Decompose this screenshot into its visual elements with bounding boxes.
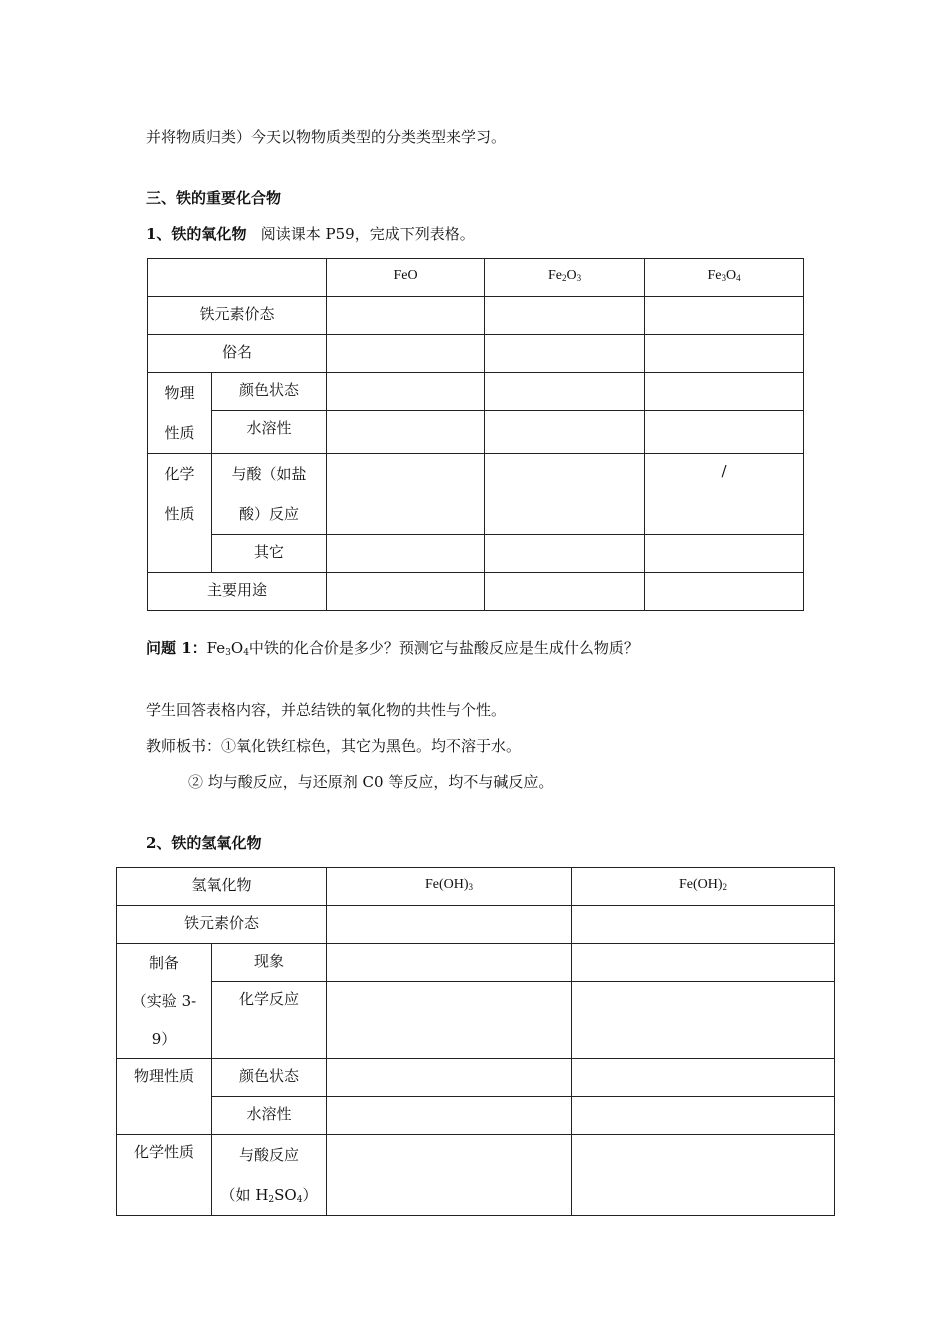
col-header-fe2o3: $Fe_2O_3$ (485, 259, 645, 297)
hydroxide-header-label: 氢氧化物 (117, 868, 327, 906)
question1-text: 中铁的化合价是多少？预测它与盐酸反应是生成什么物质？ (248, 639, 639, 657)
table-cell (645, 335, 804, 373)
row-label-water-solubility: 水溶性 (212, 411, 327, 454)
table-cell (485, 373, 645, 411)
blackboard-line-1: 教师板书：①氧化铁红棕色，其它为黑色。均不溶于水。 (146, 737, 522, 755)
acid-example: （如 $H_2SO_4$） (220, 1186, 318, 1205)
table-cell (327, 1059, 572, 1097)
student-answer: 学生回答表格内容，并总结铁的氧化物的共性与个性。 (146, 701, 507, 719)
hydroxides-table (116, 867, 835, 1216)
oxides-table (147, 258, 804, 611)
table-cell (327, 1097, 572, 1135)
question1-formula: $Fe_3O_4$ (206, 639, 249, 658)
table-cell (485, 535, 645, 573)
table-cell (327, 982, 572, 1059)
table-cell (572, 1135, 835, 1216)
table-cell (485, 573, 645, 611)
table-cell (327, 1135, 572, 1216)
row-label-color-state: 颜色状态 (212, 1059, 327, 1097)
table-cell (645, 373, 804, 411)
row-label-common-name: 俗名 (148, 335, 327, 373)
table-cell (327, 411, 485, 454)
row-label-acid-reaction: 与酸反应 （如 $H_2SO_4$） (212, 1135, 327, 1216)
row-label-valence: 铁元素价态 (148, 297, 327, 335)
col-header-feo: FeO (327, 259, 485, 297)
table-cell (645, 411, 804, 454)
question1 (146, 638, 639, 658)
group-label-physical: 物理 性质 (148, 373, 212, 454)
row-label-acid-reaction: 与酸（如盐 酸）反应 (212, 454, 327, 535)
sub2-heading: 2、铁的氢氧化物 (146, 834, 262, 852)
table-cell (327, 535, 485, 573)
row-label-chem-reaction: 化学反应 (212, 982, 327, 1059)
table-cell (327, 335, 485, 373)
group-label-chemical: 化学 性质 (148, 454, 212, 573)
sub1-instruction: 阅读课本 P59，完成下列表格。 (260, 225, 475, 243)
table-cell (572, 1059, 835, 1097)
row-label-main-use: 主要用途 (148, 573, 327, 611)
group-label-preparation: 制备 （实验 3- 9） (117, 944, 212, 1059)
table-cell (572, 1097, 835, 1135)
table-cell (327, 373, 485, 411)
table-cell (485, 335, 645, 373)
sub1-line (146, 224, 475, 244)
row-label-phenomenon: 现象 (212, 944, 327, 982)
table-cell (327, 573, 485, 611)
group-label-physical: 物理性质 (117, 1059, 212, 1135)
col-header-feoh3: $Fe(OH)_3$ (327, 868, 572, 906)
group-label-chemical: 化学性质 (117, 1135, 212, 1216)
section3-heading: 三、铁的重要化合物 (146, 189, 282, 207)
blackboard-line-2: ② 均与酸反应，与还原剂 C0 等反应，均不与碱反应。 (188, 773, 554, 791)
table-cell (645, 535, 804, 573)
table-cell (572, 906, 835, 944)
table-cell (327, 906, 572, 944)
col-header-feoh2: $Fe(OH)_2$ (572, 868, 835, 906)
row-label-valence: 铁元素价态 (117, 906, 327, 944)
table-cell (645, 297, 804, 335)
table-cell (572, 944, 835, 982)
table-cell (485, 454, 645, 535)
col-header-fe3o4: $Fe_3O_4$ (645, 259, 804, 297)
row-label-color-state: 颜色状态 (212, 373, 327, 411)
table-cell (327, 297, 485, 335)
table-cell (327, 944, 572, 982)
table-cell (485, 411, 645, 454)
table-cell (645, 573, 804, 611)
row-label-other: 其它 (212, 535, 327, 573)
sub1-heading: 1、铁的氧化物 (146, 225, 247, 243)
table-cell (485, 297, 645, 335)
table-cell (327, 454, 485, 535)
row-label-water-solubility: 水溶性 (212, 1097, 327, 1135)
oxides-table-corner (148, 259, 327, 297)
fe3o4-acid-cell: / (645, 454, 804, 535)
intro-line: 并将物质归类）今天以物物质类型的分类类型来学习。 (146, 128, 507, 146)
table-cell (572, 982, 835, 1059)
question1-label: 问题 1： (146, 639, 207, 657)
